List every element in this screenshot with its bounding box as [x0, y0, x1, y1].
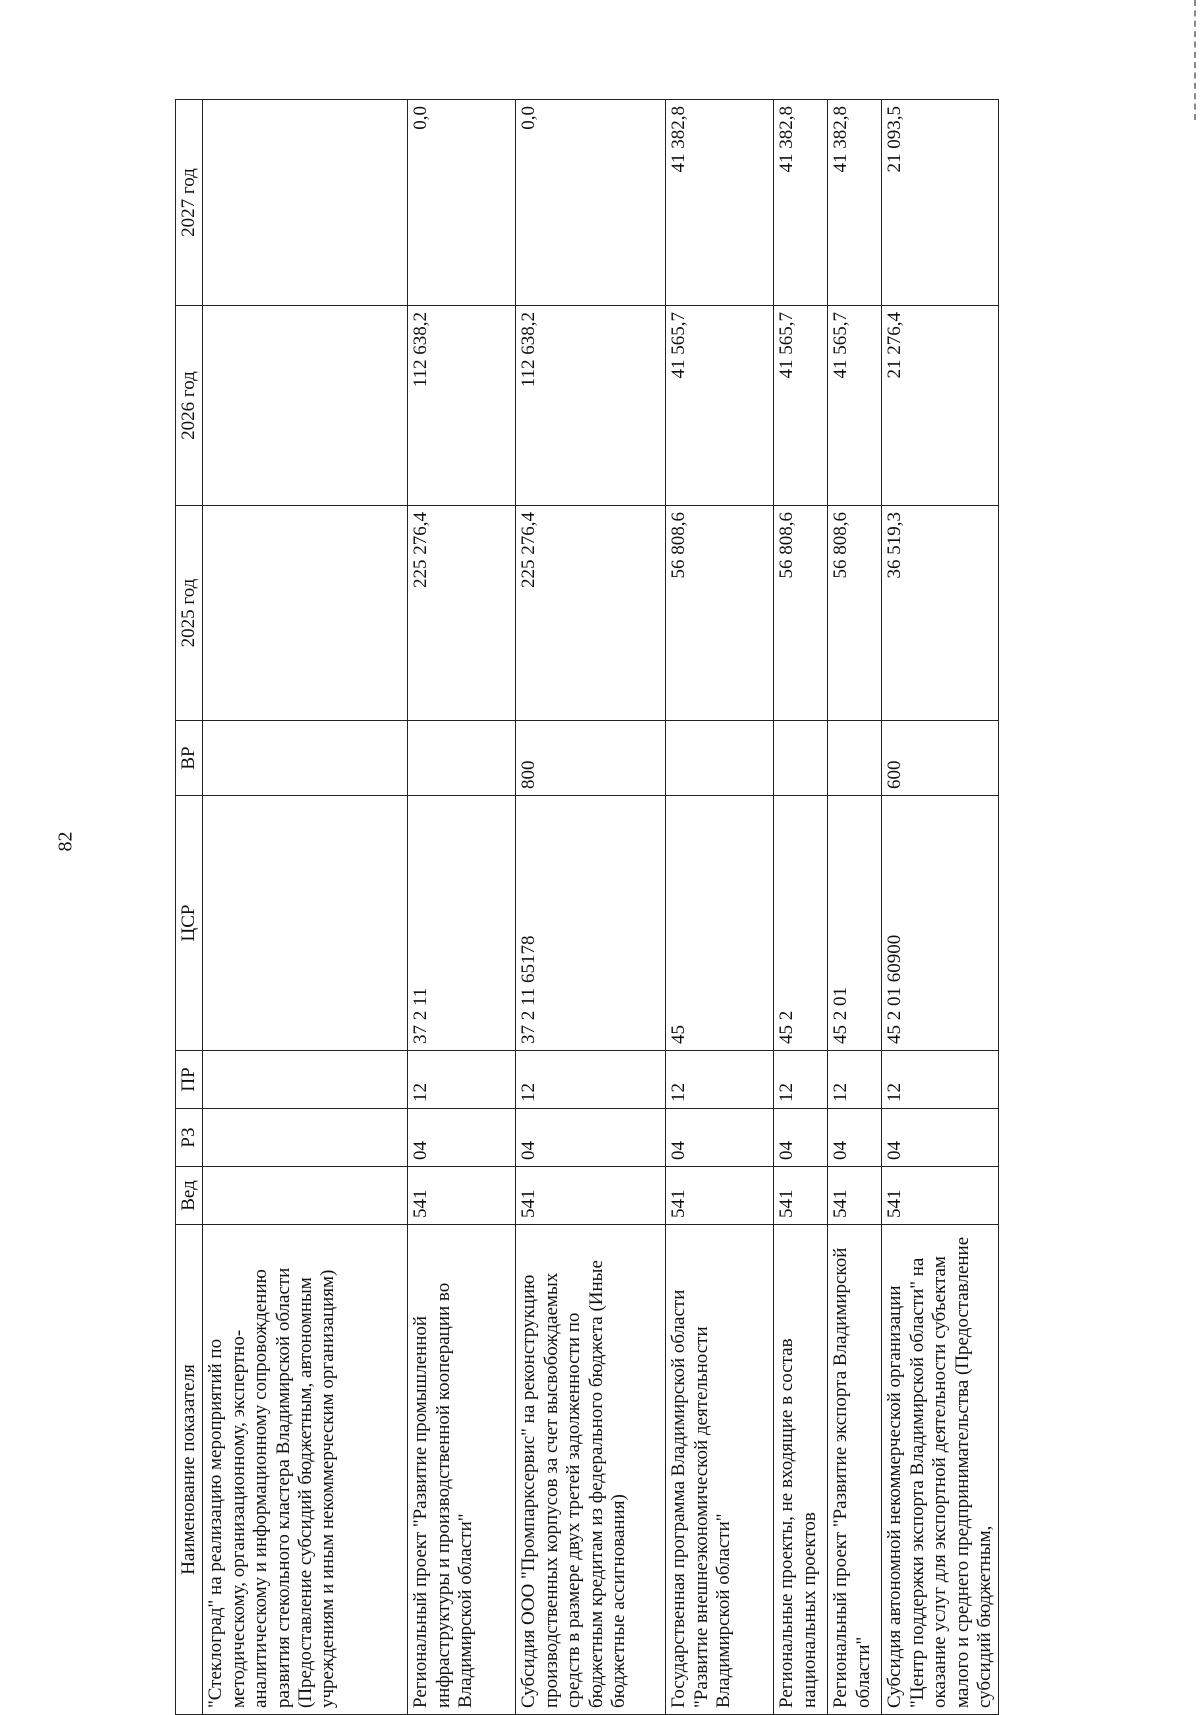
cell-vr	[774, 721, 828, 796]
cell-rz: 04	[774, 1109, 828, 1167]
cell-2026: 41 565,7	[666, 306, 774, 506]
table-header-row	[176, 100, 203, 1715]
cell-2027: 21 093,5	[882, 100, 999, 306]
cell-rz: 04	[408, 1109, 516, 1167]
cell-name: Субсидия ООО "Промпарксервис" на реконструкцию производственных корпусов за счет высвобождаемых средств в размере двух третей задолженности по бюджетным кредитам из федерального бюджета (Иные бюджетные ассигнования)	[516, 1225, 666, 1715]
cell-2025: 225 276,4	[516, 506, 666, 721]
cell-2025: 36 519,3	[882, 506, 999, 721]
rotated-table-container	[175, 100, 996, 1715]
cell-rz: 04	[516, 1109, 666, 1167]
page-number: 82	[54, 831, 77, 852]
cell-ved: 541	[882, 1167, 999, 1225]
cell-pr: 12	[408, 1051, 516, 1109]
cell-2025: 56 808,6	[666, 506, 774, 721]
header-2025: 2025 год	[176, 506, 203, 721]
cell-vr: 800	[516, 721, 666, 796]
cell-2026: 21 276,4	[882, 306, 999, 506]
cell-ved: 541	[666, 1167, 774, 1225]
cell-vr	[666, 721, 774, 796]
header-2026: 2026 год	[176, 306, 203, 506]
header-2027: 2027 год	[176, 100, 203, 306]
cell-name: Государственная программа Владимирской области "Развитие внешнеэкономической деятельности Владимирской области"	[666, 1225, 774, 1715]
cell-2026: 41 565,7	[774, 306, 828, 506]
cell-2027: 41 382,8	[666, 100, 774, 306]
header-csr: ЦСР	[176, 796, 203, 1051]
cell-2026: 112 638,2	[516, 306, 666, 506]
cell-pr	[203, 1051, 408, 1109]
cell-rz: 04	[882, 1109, 999, 1167]
table-row	[516, 100, 666, 1715]
cell-csr: 37 2 11	[408, 796, 516, 1051]
header-name: Наименование показателя	[176, 1225, 203, 1715]
cell-pr: 12	[774, 1051, 828, 1109]
cell-2026: 41 565,7	[828, 306, 882, 506]
table-row	[203, 100, 408, 1715]
cell-name: Региональный проект "Развитие экспорта Владимирской области"	[828, 1225, 882, 1715]
cell-csr: 45 2 01 60900	[882, 796, 999, 1051]
cell-csr: 45 2	[774, 796, 828, 1051]
cell-2026	[203, 306, 408, 506]
cell-2027: 41 382,8	[828, 100, 882, 306]
cell-rz: 04	[666, 1109, 774, 1167]
header-vr: ВР	[176, 721, 203, 796]
cell-ved	[203, 1167, 408, 1225]
cell-ved: 541	[408, 1167, 516, 1225]
scan-edge-mark	[1190, 0, 1196, 120]
cell-name: Региональные проекты, не входящие в состав национальных проектов	[774, 1225, 828, 1715]
cell-pr: 12	[828, 1051, 882, 1109]
cell-pr: 12	[882, 1051, 999, 1109]
cell-ved: 541	[774, 1167, 828, 1225]
cell-2025	[203, 506, 408, 721]
budget-table	[175, 99, 999, 1715]
cell-ved: 541	[828, 1167, 882, 1225]
cell-vr: 600	[882, 721, 999, 796]
cell-rz: 04	[828, 1109, 882, 1167]
cell-rz	[203, 1109, 408, 1167]
cell-name: Субсидия автономной некоммерческой организации "Центр поддержки экспорта Владимирской области" на оказание услуг для экспортной деятельности субъектам малого и среднего предпринимательства (Предоставление субсидий бюджетным,	[882, 1225, 999, 1715]
cell-ved: 541	[516, 1167, 666, 1225]
cell-pr: 12	[516, 1051, 666, 1109]
cell-csr: 37 2 11 65178	[516, 796, 666, 1051]
cell-csr	[203, 796, 408, 1051]
cell-2025: 56 808,6	[774, 506, 828, 721]
cell-2026: 112 638,2	[408, 306, 516, 506]
cell-2027: 0,0	[408, 100, 516, 306]
cell-vr	[828, 721, 882, 796]
header-ved: Вед	[176, 1167, 203, 1225]
table-row	[882, 100, 999, 1715]
table-row	[828, 100, 882, 1715]
cell-2025: 225 276,4	[408, 506, 516, 721]
cell-name: Региональный проект "Развитие промышленной инфраструктуры и производственной кооперации во Владимирской области"	[408, 1225, 516, 1715]
header-rz: РЗ	[176, 1109, 203, 1167]
cell-2027: 0,0	[516, 100, 666, 306]
cell-pr: 12	[666, 1051, 774, 1109]
table-row	[666, 100, 774, 1715]
cell-2027	[203, 100, 408, 306]
cell-name: "Стеклоград" на реализацию мероприятий по методическому, организационному, экспертно-аналитическому и информационному сопровождению развития стекольного кластера Владимирской области (Предоставление субсидий бюджетным, автономным учреждениям и иным некоммерческим организациям)	[203, 1225, 408, 1715]
cell-csr: 45	[666, 796, 774, 1051]
cell-2027: 41 382,8	[774, 100, 828, 306]
table-row	[774, 100, 828, 1715]
cell-vr	[408, 721, 516, 796]
table-row	[408, 100, 516, 1715]
cell-2025: 56 808,6	[828, 506, 882, 721]
cell-csr: 45 2 01	[828, 796, 882, 1051]
cell-vr	[203, 721, 408, 796]
header-pr: ПР	[176, 1051, 203, 1109]
